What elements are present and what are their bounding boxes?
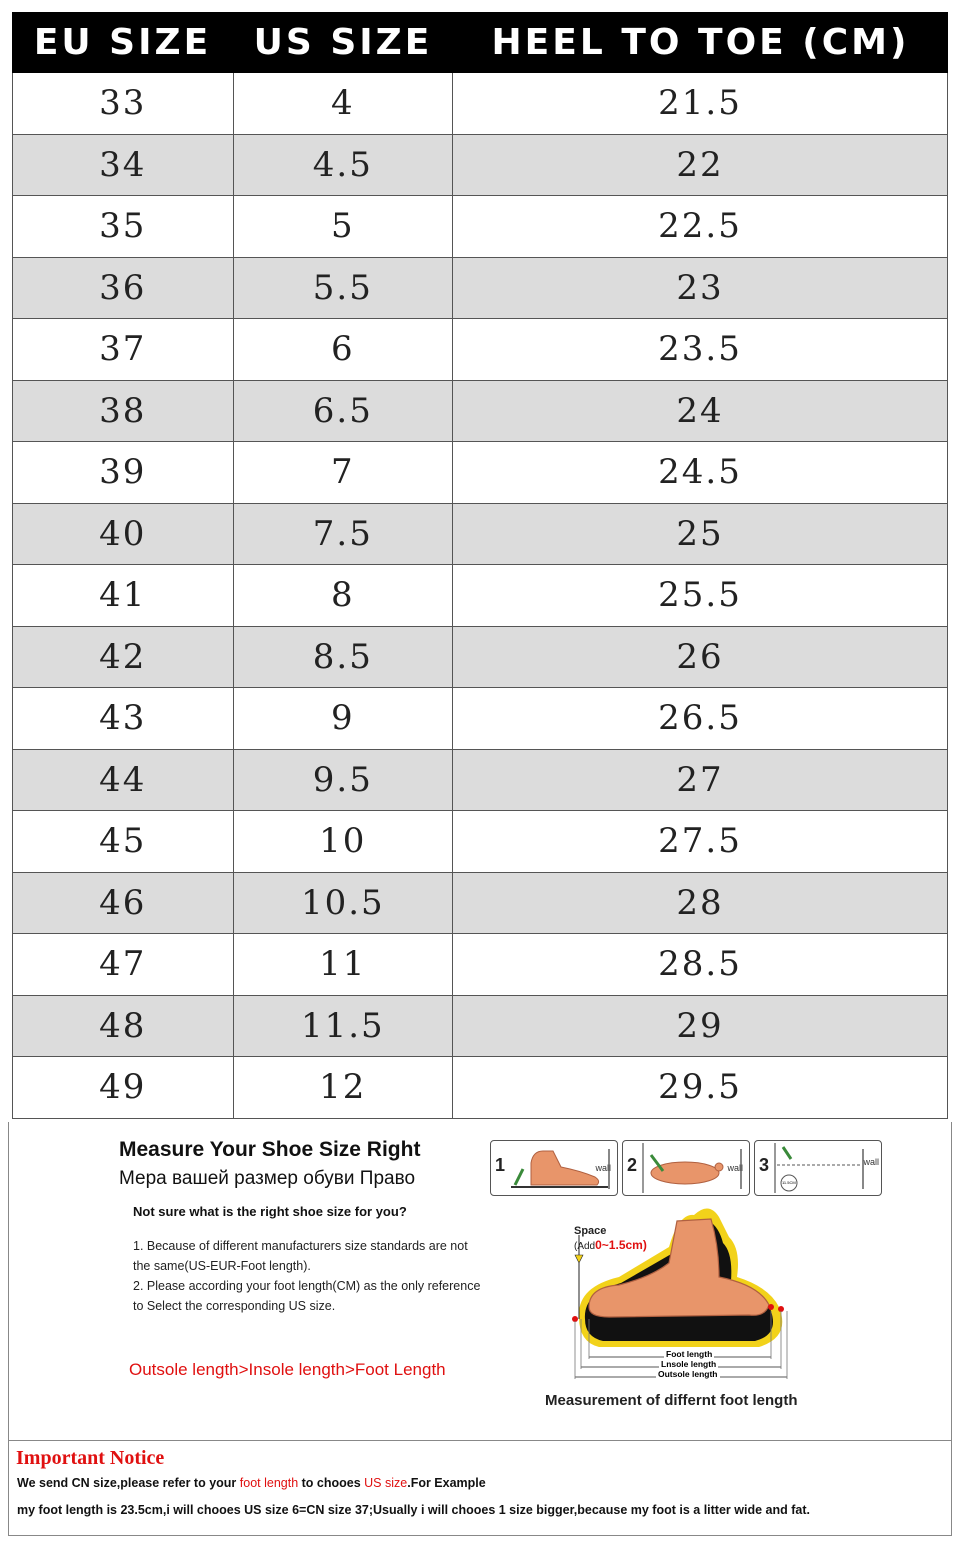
notice-title: Important Notice xyxy=(16,1447,165,1469)
table-row xyxy=(12,381,948,443)
foot-length-label: Foot length xyxy=(666,1349,713,1359)
heel-to-toe-cell: 28 xyxy=(676,882,724,923)
eu-size-cell: 36 xyxy=(13,258,234,319)
header-us-size: US SIZE xyxy=(253,22,433,63)
ruler-icon xyxy=(755,1141,883,1197)
us-size-cell: 8 xyxy=(234,565,454,626)
table-row xyxy=(12,873,948,935)
outsole-length-label: Outsole length xyxy=(658,1369,718,1379)
notice-text: to chooes xyxy=(298,1476,365,1490)
step-3-panel xyxy=(754,1140,882,1196)
wall-label: wall xyxy=(863,1157,879,1167)
eu-size-cell: 33 xyxy=(13,73,234,134)
us-size-cell: 10.5 xyxy=(234,873,454,934)
eu-size-cell: 40 xyxy=(13,504,234,565)
notice-text: .For Example xyxy=(407,1476,486,1490)
notice-line-2: my foot length is 23.5cm,i will chooes US size 6=CN size 37;Usually i will chooes 1 size bigger,because my foot is a litter wide and fat. xyxy=(17,1503,810,1517)
table-row xyxy=(12,750,948,812)
heel-to-toe-cell: 27 xyxy=(676,759,724,800)
eu-size-cell: 46 xyxy=(13,873,234,934)
eu-size-cell: 44 xyxy=(13,750,234,811)
table-row xyxy=(12,319,948,381)
measure-question: Not sure what is the right shoe size for you? xyxy=(133,1204,407,1219)
heel-to-toe-cell: 26 xyxy=(676,636,724,677)
us-size-cell: 6 xyxy=(234,319,454,380)
measure-point-1: 1. Because of different manufacturers size standards are not the same(US-EUR-Foot length). xyxy=(133,1239,468,1273)
measurement-steps xyxy=(490,1140,882,1196)
table-body xyxy=(12,73,948,1119)
heel-to-toe-cell: 25.5 xyxy=(658,575,742,616)
table-row xyxy=(12,627,948,689)
us-size-cell: 11 xyxy=(234,934,454,995)
step-number: 3 xyxy=(759,1155,770,1175)
heel-to-toe-cell: 29.5 xyxy=(658,1067,742,1108)
measure-point-2: 2. Please according your foot length(CM) as the only reference to Select the corresponding US size. xyxy=(133,1279,481,1313)
us-size-cell: 7.5 xyxy=(234,504,454,565)
us-size-cell: 5 xyxy=(234,196,454,257)
header-heel-to-toe: HEEL TO TOE (CM) xyxy=(491,22,910,63)
us-size-highlight: US size xyxy=(364,1476,408,1490)
notice-line-1 xyxy=(17,1476,486,1490)
size-chart-table xyxy=(12,12,948,1119)
wall-label: wall xyxy=(595,1163,611,1173)
table-row xyxy=(12,811,948,873)
wall-label: wall xyxy=(727,1163,743,1173)
us-size-cell: 8.5 xyxy=(234,627,454,688)
heel-to-toe-cell: 29 xyxy=(676,1005,724,1046)
step-number: 2 xyxy=(627,1155,638,1175)
table-row xyxy=(12,73,948,135)
us-size-cell: 12 xyxy=(234,1057,454,1118)
space-label: Space xyxy=(574,1225,607,1237)
table-row xyxy=(12,1057,948,1119)
ruler-label: 11.5CM xyxy=(782,1180,796,1185)
table-row xyxy=(12,442,948,504)
us-size-cell: 4 xyxy=(234,73,454,134)
us-size-cell: 11.5 xyxy=(234,996,454,1057)
heel-to-toe-cell: 25 xyxy=(676,513,724,554)
foot-length-highlight: foot length xyxy=(239,1476,299,1490)
eu-size-cell: 34 xyxy=(13,135,234,196)
eu-size-cell: 39 xyxy=(13,442,234,503)
heel-to-toe-cell: 23 xyxy=(676,267,724,308)
table-row xyxy=(12,258,948,320)
step-2-panel xyxy=(622,1140,750,1196)
measure-title-ru: Мера вашей размер обуви Право xyxy=(119,1168,416,1189)
heel-to-toe-cell: 28.5 xyxy=(658,944,742,985)
us-size-cell: 6.5 xyxy=(234,381,454,442)
table-row xyxy=(12,688,948,750)
eu-size-cell: 49 xyxy=(13,1057,234,1118)
eu-size-cell: 38 xyxy=(13,381,234,442)
eu-size-cell: 35 xyxy=(13,196,234,257)
table-row xyxy=(12,565,948,627)
eu-size-cell: 37 xyxy=(13,319,234,380)
measure-section xyxy=(8,1122,952,1440)
heel-to-toe-cell: 22 xyxy=(676,144,724,185)
measure-title-en: Measure Your Shoe Size Right xyxy=(119,1138,421,1161)
eu-size-cell: 47 xyxy=(13,934,234,995)
table-row xyxy=(12,996,948,1058)
space-add-prefix: (Add xyxy=(574,1241,596,1252)
eu-size-cell: 45 xyxy=(13,811,234,872)
us-size-cell: 9 xyxy=(234,688,454,749)
space-add-label xyxy=(574,1238,647,1252)
length-formula: Outsole length>Insole length>Foot Length xyxy=(129,1360,446,1379)
insole-length-label: Lnsole length xyxy=(661,1359,717,1369)
table-header xyxy=(12,12,948,73)
eu-size-cell: 42 xyxy=(13,627,234,688)
us-size-cell: 5.5 xyxy=(234,258,454,319)
us-size-cell: 7 xyxy=(234,442,454,503)
diagram-caption: Measurement of differnt foot length xyxy=(545,1392,798,1409)
table-row xyxy=(12,504,948,566)
us-size-cell: 4.5 xyxy=(234,135,454,196)
eu-size-cell: 48 xyxy=(13,996,234,1057)
us-size-cell: 10 xyxy=(234,811,454,872)
heel-to-toe-cell: 27.5 xyxy=(658,821,742,862)
foot-length-diagram xyxy=(559,1207,809,1386)
heel-to-toe-cell: 22.5 xyxy=(658,206,742,247)
space-range: 0~1.5cm) xyxy=(595,1238,647,1252)
table-row xyxy=(12,196,948,258)
heel-to-toe-cell: 23.5 xyxy=(658,329,742,370)
table-row xyxy=(12,934,948,996)
step-1-panel xyxy=(490,1140,618,1196)
table-row xyxy=(12,135,948,197)
heel-to-toe-cell: 21.5 xyxy=(658,83,742,124)
heel-to-toe-cell: 26.5 xyxy=(658,698,742,739)
notice-text: We send CN size,please refer to your xyxy=(17,1476,240,1490)
step-number: 1 xyxy=(495,1155,506,1175)
header-eu-size: EU SIZE xyxy=(33,22,212,63)
eu-size-cell: 43 xyxy=(13,688,234,749)
important-notice xyxy=(8,1440,952,1536)
us-size-cell: 9.5 xyxy=(234,750,454,811)
heel-to-toe-cell: 24 xyxy=(676,390,724,431)
eu-size-cell: 41 xyxy=(13,565,234,626)
heel-to-toe-cell: 24.5 xyxy=(658,452,742,493)
